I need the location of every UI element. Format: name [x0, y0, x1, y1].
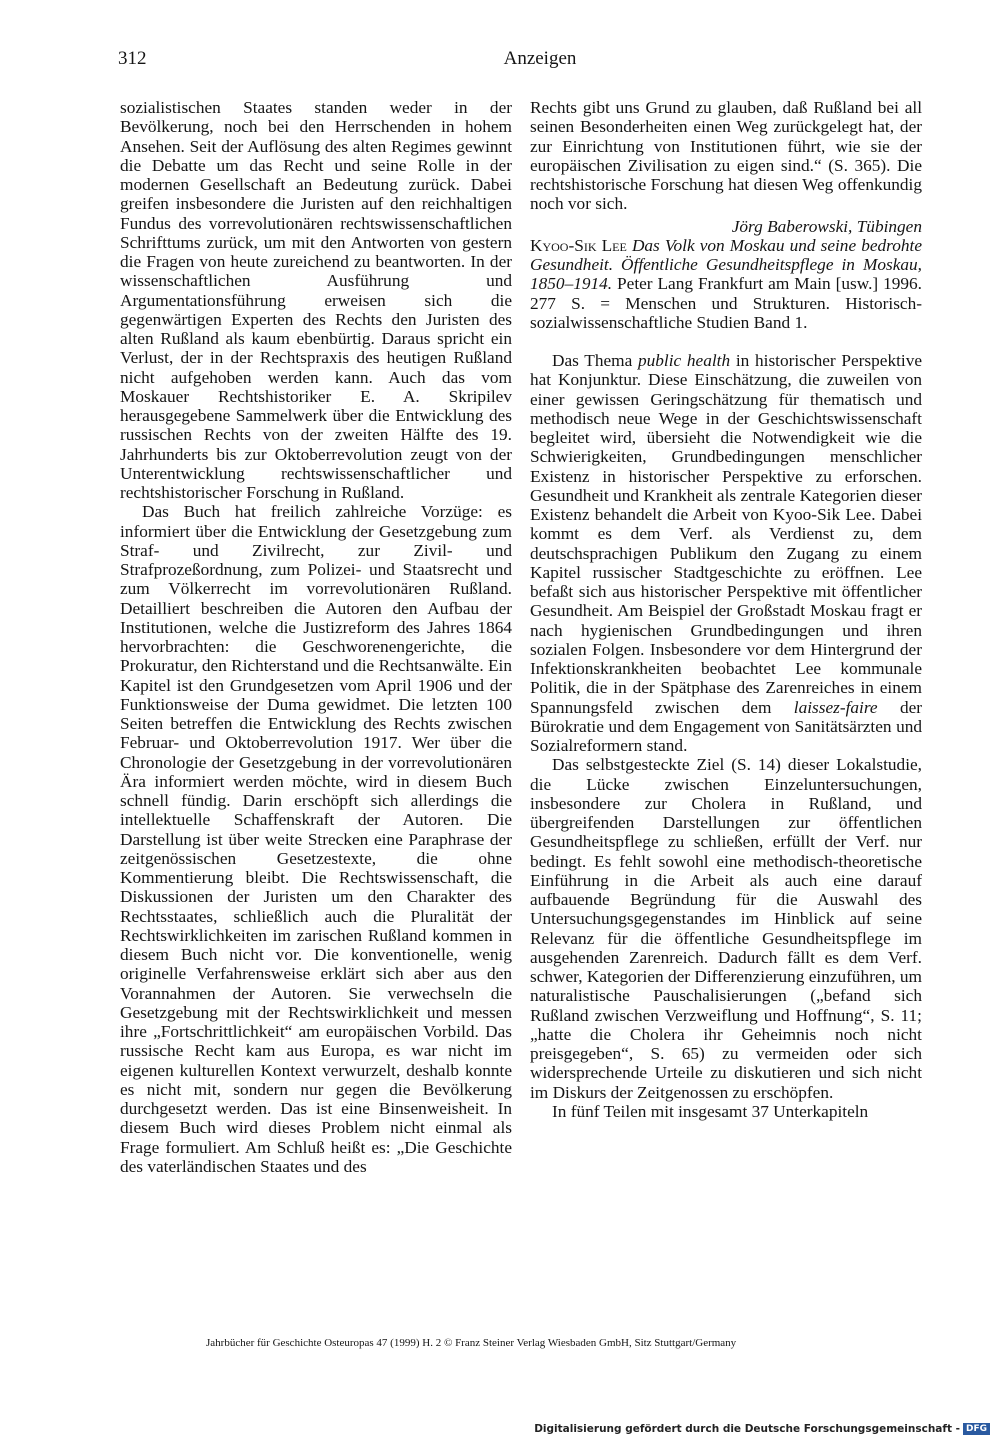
digitization-text: Digitalisierung gefördert durch die Deutsche Forschungsgemeinschaft -	[534, 1423, 960, 1435]
reviewer-signature: Jörg Baberowski, Tübingen	[731, 216, 922, 236]
review-book-title: Das Volk von Moskau und seine bedrohte Gesundheit. Öffentliche Gesundheitspflege in Moskau, 1850–1914.	[530, 235, 923, 294]
left-column	[120, 98, 512, 1176]
left-paragraph-1: sozialistischen Staates standen weder in der Bevölkerung, noch bei den Herrschenden in hohem Ansehen. Seit der Auflösung des alten Regimes gewinnt die Debatte um das Recht und seine Rolle in der modernen Gesellschaft an Bedeutung zurück. Dabei greifen insbesondere die Juristen auf den reichhaltigen Fundus des vorrevolutionären rechtswissenschaftlichen Schrifttums zurück, um mit den Antworten von gestern die Fragen von heute zureichend zu beantworten. In der wissenschaftlichen Ausführung und Argumentationsführung erweisen sich die gegenwärtigen Experten des Rechts den Juristen des alten Rußland als kaum ebenbürtig. Daraus spricht ein Verlust, der in der Rechtspraxis des heutigen Rußland nicht aufgehoben werden kann. Auch das vom Moskauer Rechtshistoriker E. A. Skripilev herausgegebene Sammelwerk über die Entwicklung des russischen Rechts von der zweiten Hälfte des 19. Jahrhunderts bis zur Oktoberrevolution zeugt von der Unterentwicklung rechtswissenschaftlicher und rechtshistorischer Forschung in Rußland.	[120, 98, 512, 502]
right-paragraph-4: In fünf Teilen mit insgesamt 37 Unterkapiteln	[552, 1101, 869, 1121]
right-paragraph-2	[530, 351, 922, 755]
emphasis-public-health: public health	[638, 351, 731, 370]
page-number: 312	[118, 48, 147, 69]
right-column	[530, 98, 922, 1121]
right-paragraph-1: Rechts gibt uns Grund zu glauben, daß Rußland bei all seinen Besonderheiten einen Weg zurückgelegt hat, der zur Einrichtung von Institutionen führt, wie sie der europäischen Zivilisation zu eigen sind.“ (S. 365). Die rechtshistorische Forschung hat diesen Weg offenkundig noch vor sich.	[530, 98, 922, 214]
review-bibliographic-header	[530, 236, 922, 332]
left-paragraph-2: Das Buch hat freilich zahlreiche Vorzüge: es informiert über die Entwicklung der Gesetzgebung zum Straf- und Zivilrecht, zur Zivil- und Strafprozeßordnung, zum Polizei- und Staatsrecht und zum Völkerrecht im vorrevolutionären Rußland. Detailliert beschreiben die Autoren den Aufbau der Institutionen, welche die Justizreform des Jahres 1864 hervorbrachten: die Geschworenengerichte, die Prokuratur, den Richterstand und die Rechtsanwälte. Ein Kapitel ist den Grundgesetzen vom April 1906 und der Funktionsweise der Duma gewidmet. Die letzten 100 Seiten betreffen die Entwicklung des Rechts zwischen Februar- und Oktoberrevolution 1917. Wer über die Chronologie der Gesetzgebung in der vorrevolutionären Ära informiert werden möchte, wird in diesem Buch schnell fündig. Darin erschöpft sich allerdings die intellektuelle Schaffenskraft der Autoren. Die Darstellung ist über weite Strecken eine Paraphrase der zeitgenössischen Gesetzestexte, die ohne Kommentierung bleibt. Die Rechtswissenschaft, die Diskussionen der Juristen um den Charakter des Rechtsstaates, schließlich auch die Pluralität der Rechtswirklichkeiten im zarischen Rußland kommen in diesem Buch nicht vor. Die konventionelle, wenig originelle Verfahrensweise erklärt sich aber aus den Vorannahmen der Autoren. Sie verwechseln die Gesetzgebung mit der Rechtswirklichkeit und messen ihre „Fortschrittlichkeit“ am europäischen Vorbild. Das russische Recht kam aus Europa, es war nicht im eigenen kulturellen Kontext verwurzelt, deshalb konnte es nicht mit, sondern nur gegen die Bevölkerung durchgesetzt werden. Das ist eine Binsenweisheit. In diesem Buch wird dieses Problem nicht einmal als Frage formuliert. Am Schluß heißt es: „Die Geschichte des vaterländischen Staates und des	[120, 502, 512, 1176]
review-publication-info: Peter Lang Frankfurt am Main [usw.] 1996. 277 S. = Menschen und Strukturen. Historisch-sozialwissenschaftliche Studien Band 1.	[530, 274, 923, 332]
text-run: der Bürokratie und dem Engagement von Sanitätsärzten und Sozialreformern stand.	[530, 697, 923, 755]
dfg-logo: DFG	[963, 1423, 990, 1435]
review-author: Kyoo-Sik Lee	[530, 235, 627, 255]
running-head: Anzeigen	[503, 48, 577, 69]
right-paragraph-3: Das selbstgesteckte Ziel (S. 14) dieser Lokalstudie, die Lücke zwischen Einzeluntersuchungen, insbesondere zur Cholera in Rußland, und übergreifenden Darstellungen zur öffentlichen Gesundheitspflege zu schließen, erfüllt der Verf. nur bedingt. Es fehlt sowohl eine methodisch-theoretische Einführung in die Arbeit als auch eine darauf aufbauende Begründung für die Auswahl des Untersuchungsgegenstandes im Hinblick auf seine Relevanz für die öffentliche Gesundheitspflege im ausgehenden Zarenreich. Dadurch fällt es dem Verf. schwer, Kategorien der Differenzierung einzuführen, um naturalistische Pauschalisierungen („befand sich Rußland zwischen Verzweiflung und Hoffnung“, S. 11; „hatte die Cholera ihr Geheimnis noch nicht preisgegeben“, S. 65) zu vermeiden oder sich widersprechende Urteile zu diskutieren und sich nicht im Diskurs der Zeitgenossen zu erschöpfen.	[530, 755, 922, 1102]
text-run: in historischer Perspektive hat Konjunktur. Diese Einschätzung, die zuweilen von einer gewissen Geringschätzung für thematisch und methodisch neue Wege in der Geschichtswissenschaft begleitet wird, übersieht die Notwendigkeit wie die Schwierigkeiten, Grundbedingungen menschlicher Existenz in historischer Perspektive zu erforschen. Gesundheit und Krankheit als zentrale Kategorien dieser Existenz behandelt die Arbeit von Kyoo-Sik Lee. Dabei kommt es dem Verf. als Verdienst zu, dem deutschsprachigen Publikum den Zugang zu einem Kapitel russischer Stadtgeschichte zu eröffnen. Lee befaßt sich aus historischer Perspektive mit öffentlicher Gesundheit. Am Beispiel der Großstadt Moskau fragt er nach hygienischen Grundbedingungen und ihren sozialen Folgen. Insbesondere vor dem Hintergrund der Infektionskrankheiten beobachtet Lee kommunale Politik, die in der Spätphase des Zarenreiches in einem Spannungsfeld zwischen dem	[530, 351, 922, 717]
emphasis-laissez-faire: laissez-faire	[793, 697, 878, 717]
text-run: Das Thema	[552, 351, 638, 370]
journal-footer: Jahrbücher für Geschichte Osteuropas 47 (1999) H. 2 © Franz Steiner Verlag Wiesbaden GmbH, Sitz Stuttgart/Germany	[206, 1337, 737, 1349]
digitization-notice	[534, 1423, 990, 1435]
